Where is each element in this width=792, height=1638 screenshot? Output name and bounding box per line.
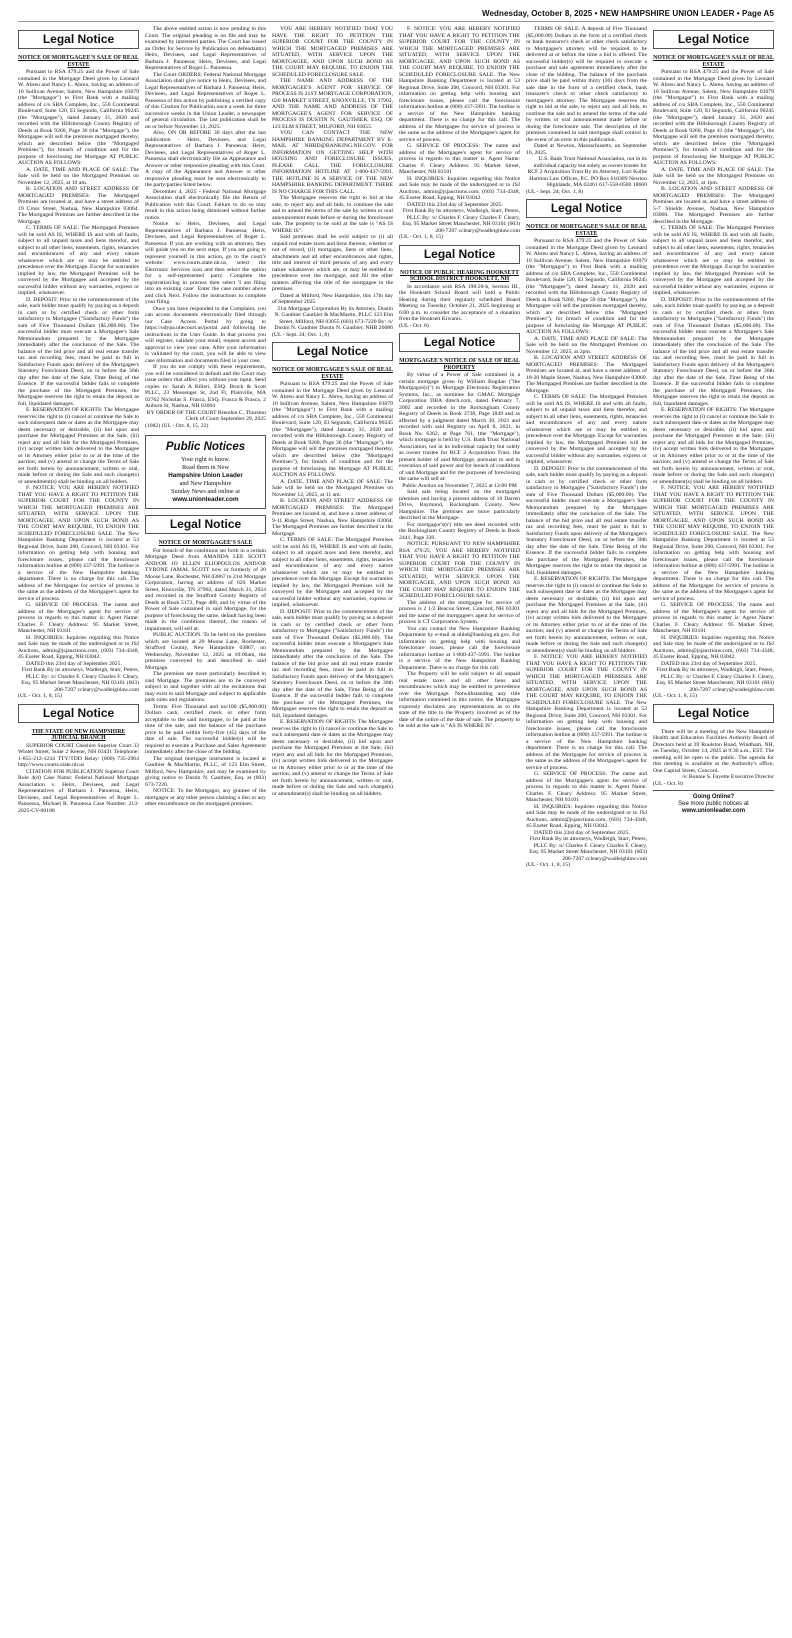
section-heading: Legal Notice [399,245,520,264]
notice-paragraph: Said sale being located on the mortgaged premises and having a present address of 10 Darren Drive, Raymond, Rockingham County, New Hampshire. The premises are more particularly described in the Mortgage. [399,489,520,521]
going-online-link[interactable]: www.unionleader.com [681,808,746,814]
notice-title: NOTICE OF MORTGAGEE'S SALE OF REAL ESTATE [653,55,774,68]
notice-paragraph: B. LOCATION AND STREET ADDRESS OF MORTGAGED PREMISES: The Mortgaged Premises are located at, and have a street address of 5-7 Shields Avenue, Nashua, New Hampshire 03060. The Mortgaged Premises are further described in the Mortgage. [653,186,774,225]
public-notices-line: Sunday News and online at [171,488,240,495]
notice-court-citation [18,729,139,815]
notice-paragraph: Terms: Five Thousand and no/100 ($5,000.00) Dollars cash, certified check or other form acceptable to the said mortgagee, to be paid at the time of the sale, and the balance of the purchase price to be paid within forty-five (45) days of the date of sale. The successful bidder(s) will be required to execute a Purchase and Sales Agreement immediately after the close of the bidding. [145,703,266,755]
public-notices-title: Public Notices [165,441,246,453]
notice-title: MORTGAGEE'S NOTICE OF SALE OF REAL PROPERTY [399,358,520,371]
dateline: Wednesday, October 8, 2025 • NEW HAMPSHIRE UNION LEADER • Page A5 [481,9,774,18]
notice-title: NOTICE OF MORTGAGEE'S SALE OF REAL ESTATE [526,224,647,237]
notice-paragraph: E. RESERVATION OF RIGHTS: The Mortgagee reserves the right to (i) cancel or continue the Sale to such subsequent date or dates as the Mortgagee may deem necessary or desirable, (ii) bid upon and purchase the Mortgaged Premises at the Sale, (iii) reject any and all bids for the Mortgaged Premises, (iv) accept written bids delivered to the Mortgagee or its Attorney either prior to or at the time of the auction; and (v) amend or change the Terms of Sale set forth herein by announcement, written or oral, made before or during the Sale and such change(s) or amendment(s) shall be binding on all bidders. [526,576,647,654]
notice-paragraph: E. RESERVATION OF RIGHTS: The Mortgagee reserves the right to (i) cancel or continue the Sale to such subsequent date or dates as the Mortgagee may deem necessary or desirable, (ii) bid upon and purchase the Mortgaged Premises at the Sale, (iii) reject any and all bids for the Mortgaged Premises, (iv) accept written bids delivered to the Mortgagee or its Attorney either prior to or at the time of the auction; and (v) amend or change the Terms of Sale set forth herein by announcement, written or oral, made before or during the Sale and such change(s) or amendment(s) shall be binding on all bidders. [18,407,139,485]
notice-paragraph: In accordance with RSA 198:20-b, Section III., the Hooksett School Board will hold a Public Hearing during their regularly scheduled Board Meeting on Tuesday, October 21, 2025 beginning at 6:00 p.m. to consider the acceptance of a donation from the Hooksett Kiwanis. [399,283,520,322]
notice-mortgagee-sale-1 [18,55,139,700]
notice-mortgagee-sale-2-cont [399,26,520,241]
public-notices-line: Your right to know. [181,456,230,463]
column-1 [18,26,139,1626]
notice-paragraph: NOTICE: To the Mortgagor, any grantee of the mortgagor or any other person claiming a lien or any other encumbrance on the mortgaged premises: [145,788,266,807]
notice-paragraph: F. NOTICE: YOU ARE HEREBY NOTIFIED THAT YOU HAVE A RIGHT TO PETITION THE SUPERIOR COURT FOR THE COUNTY IN WHICH THE MORTGAGED PREMISES ARE SITUATED, WITH SERVICE UPON THE MORTGAGEE, AND UPON SUCH BOND AS THE COURT MAY REQUIRE, TO ENJOIN THE SCHEDULED FORECLOSURE SALE. The New Hampshire Banking Department is located at 53 Regional Drive, Suite 200, Concord, NH 03301. For information on getting help with housing and foreclosure issues, please call the foreclosure information hotline at (800) 437-5991. The hotline is a service of the New Hampshire banking department. There is no charge for this call. The address of the Mortgagee for service of process is the same as the address of the Mortgagee's agent for service of process. [18,485,139,602]
column-2 [145,26,266,1626]
notice-paragraph: YOU CAN CONTACT THE NEW HAMPSHIRE BANKING DEPARTMENT BY E-MAIL AT NHBD@BANKING.NH.GOV. FOR INFORMATION ON GETTING HELP WITH HOUSING AND FORECLOSURE ISSUES, PLEASE CALL THE FORECLOSURE INFORMATION HOTLINE AT 1-800-437-5991. THE HOTLINE IS A SERVICE OF THE NEW HAMPSHIRE BANKING DEPARTMENT. THERE IS NO CHARGE FOR THIS CALL. [272,130,393,195]
notice-paragraph: H. INQUIRIES: Inquiries regarding this Notice and Sale may be made of the undersigned or to JSJ Auctions, admin@jsjauctions.com, (603) 734-4348, 45 Exeter Road, Epping, NH 03042. [399,175,520,201]
notice-paragraph: A. DATE, TIME AND PLACE OF SALE: The Sale will be held on the Mortgaged Premises on November 12, 2025, at 11 am. [272,478,393,498]
notice-paragraph: B. LOCATION AND STREET ADDRESS OF MORTGAGED PREMISES: The Mortgaged Premises are located at, and have a street address of 19 Cross Street, Nashua, New Hampshire 03064. The Mortgaged Premises are further described in the Mortgage. [18,186,139,225]
notice-title: NOTICE OF MORTGAGEE'S SALE OF REAL ESTATE [18,55,139,68]
notice-reference: (UL - Oct. 8) [399,322,429,329]
notice-paragraph: G. SERVICE OF PROCESS: The name and address of the Mortgagee's agent for service of process in regards to this matter is: Agent Name: Charles F. Cleary Address: 95 Market Street, Manchester, NH 03101 [653,602,774,634]
notice-title: THE STATE OF NEW HAMPSHIRE JUDICIAL BRANCH [31,728,126,741]
notice-paragraph: CITATION FOR PUBLICATION Superior Court Rule 4(d) Case Name: Federal National Mortgage Association v. Heirs, Devisees, and Legal Representatives of Barbara J. Panoessa, Heirs, Devisees, and Legal Representatives of Roger L. Panoessa, Michael R. Panoessa Case Number: 213-2025-CV-00188 [18,768,139,814]
section-heading: Legal Notice [653,704,774,723]
notice-paragraph: There will be a meeting of the New Hampshire Health and Education Facilities Authority Board of Directors held at 39 Roulston Road, Windham, NH, on Tuesday, October 14, 2025 at 9:30 a.m., EST. The meeting will be open to the public. The agenda for this meeting is available at the Authority's office, One Capital Street, Concord. [653,728,774,774]
notice-signature: /s/ Bonnie S. Fayette Executive Director [682,774,774,780]
notice-sale-real-property [399,358,520,730]
notice-mortgagee-sale-21st-cont [272,26,393,338]
notice-reference: (UL - Oct. 1, 8, 15) [399,234,444,240]
public-notices-link[interactable]: www.unionleader.com [172,496,239,503]
notice-reference: (UL - Oct. 8) [653,780,683,787]
notice-mortgagee-sale-3 [526,224,647,869]
notice-paragraph: NOTICE: PURSUANT TO NEW HAMPSHIRE RSA 479:25, YOU ARE HEREBY NOTIFIED THAT YOU HAVE A RIGHT TO PETITION THE SUPERIOR COURT FOR THE COUNTY IN WHICH THE MORTGAGED PREMISES ARE SITUATED, WITH SERVICE UPON THE MORTGAGEE, AND UPON SUCH BOND AS THE COURT MAY REQUIRE TO ENJOIN THE SCHEDULED FORECLOSURE SALE. [399,541,520,599]
page-header [18,6,774,22]
notice-paragraph: December 4, 2025 - Federal National Mortgage Association shall electronically file the Return of Publication with this Court. Failure to do so may result in this action being dismissed without further notice. [145,188,266,221]
notice-paragraph: F. NOTICE: YOU ARE HEREBY NOTIFIED THAT YOU HAVE A RIGHT TO PETITION THE SUPERIOR COURT FOR THE COUNTY IN WHICH THE MORTGAGED PREMISES ARE SITUATED, WITH SERVICE UPON THE MORTGAGEE, AND UPON SUCH BOND AS THE COURT MAY REQUIRE, TO ENJOIN THE SCHEDULED FORECLOSURE SALE. The New Hampshire Banking Department is located at 53 Regional Drive, Suite 200, Concord, NH 03301. For information on getting help with housing and foreclosure issues, please call the foreclosure information hotline at (800) 437-5991. The hotline is a service of the New Hampshire banking department. There is no charge for this call. The address of the Mortgagee for service of process is the same as the address of the Mortgagee's agent for service of process. [526,654,647,771]
notice-paragraph: Pursuant to RSA 479:25 and the Power of Sale contained in the Mortgage Deed given by Leonard W. Abreu and Nancy L. Abreu, having an address of 10 Sullivan Avenue, Salem, New Hampshire 03079 (the "Mortgagor") to First Bank with a mailing address of c/o SBA Complete, Inc., 550 Continental Boulevard, Suite 120, El Segundo, California 90245 (the "Mortgagee"), dated January 31, 2020 and recorded with the Hillsborough County Registry of Deeds at Book 9260, Page 41 (the "Mortgage"), the Mortgagee will sell the premises mortgaged thereby, which are described below (the "Mortgaged Premises"), for breach of condition and for the purpose of foreclosing the Mortgage AT PUBLIC AUCTION AS FOLLOWS: [653,69,774,166]
legal-notices-page [18,26,774,1626]
notice-court-citation-cont [145,26,266,429]
notice-signature: 21st Mortgage Corporation By its Attorney, Dustin N. Gauthier Gauthier & MacMartin, PLLC 123 Elm Street, Milford, NH 03055 (603) 673-7220 By: /s/ Dustin N. Gauthier Dustin N. Gauthier, NHB 20086 [274,305,393,331]
notice-paragraph: D. DEPOSIT: Prior to the commencement of the sale, each bidder must qualify by paying as a deposit in cash or by certified check or other form satisfactory to Mortgagee ("Satisfactory Funds") the sum of Five Thousand Dollars ($5,000.00). The successful bidder must execute a Mortgagee's Sale Memorandum prepared by the Mortgagee immediately after the conclusion of the Sale. The balance of the bid price and all real estate transfer tax and recording fees, must be paid in full in Satisfactory Funds upon delivery of the Mortgagee's Statutory Foreclosure Deed, on or before the 30th day after the date of the Sale, Time Being of the Essence. If the successful bidder fails to complete the purchase of the Mortgaged Premises, the Mortgagee reserves the right to retain the deposit as full, liquidated damages. [653,296,774,407]
notice-reference: (UL - Sept. 24; Oct. 1, 8) [272,331,330,338]
notice-paragraph: Notice to Heirs, Devisees, and Legal Representatives of Barbara J. Panoessa; Heirs, Devisees, and Legal Representatives of Roger L. Panoessa: If you are working with an attorney, they will guide you on the next steps. If you are going to represent yourself in this action, go to the court's website: www.courts.state.nh.us, select the Electronic Services icon and then select the option for a self-represented party. Complete the registration/log in process then select 'I am filing into an existing case'. Enter the case number above and click Next. Follow the instructions to complete your filing. [145,221,266,305]
column-3 [272,26,393,1626]
notice-paragraph: Pursuant to RSA 479:25 and the Power of Sale contained in the Mortgage Deed given by Leonard W. Abreu and Nancy L. Abreu, having an address of 10 Sullivan Avenue, Salem, New Hampshire 03079 (the "Mortgagor") to First Bank with a mailing address of c/o SBA Complete, Inc., 550 Continental Boulevard, Suite 120, El Segundo, California 90245 (the "Mortgagee"), dated January 31, 2020 and recorded with the Hillsborough County Registry of Deeds at Book 9260, Page 36 (the "Mortgage"), the Mortgagee will sell the premises mortgaged thereby, which are described below (the "Mortgaged Premises"), for breach of condition and for the purpose of foreclosing the Mortgage AT PUBLIC AUCTION AS FOLLOWS: [272,381,393,478]
column-6 [653,26,774,1626]
notice-dated: DATED this 23rd day of September 2025. [534,829,630,836]
going-online-line: See more public notices at [678,801,749,807]
notice-reference: (UL - Oct. 1, 8, 15) [653,693,698,699]
notice-signature: U.S. Bank Trust National Association, not in its individual capacity but solely as owner trustee for RCF 2 Acquisition Trust By its Attorney, Lori Kolbe Harmon Law Offices, P.C. PO Box 610389 Newton Highlands, MA 02461 617-558-0500 18660 [527,156,647,188]
notice-paragraph: Pursuant to RSA 479:25 and the Power of Sale contained in the Mortgage Deed given by Leonard W. Abreu and Nancy L. Abreu, having an address of 10 Sullivan Avenue, Salem, New Hampshire 03079 (the "Mortgagor") to First Bank with a mailing address of c/o SBA Complete, Inc., 550 Continental Boulevard, Suite 120, El Segundo, California 90245 (the "Mortgagee"), dated January 31, 2020 and recorded with the Hillsborough County Registry of Deeds at Book 9260, Page 36 (the "Mortgage"), the Mortgagee will sell the premises mortgaged thereby, which are described below (the "Mortgaged Premises"), for breach of condition and for the purpose of foreclosing the Mortgage AT PUBLIC AUCTION AS FOLLOWS: [18,69,139,166]
notice-reference: (UL - Sept. 24; Oct. 1, 8) [526,188,584,195]
notice-paragraph: SUPERIOR COURT Cheshire Superior Court 33 Winter Street, Suite 2 Keene, NH 03431 Telephone: 1-855-212-1234 TTY/TDD Relay: (800) 735-2964 http://www.courts.state.nh.us [18,742,139,768]
notice-paragraph: C. TERMS OF SALE: The Mortgaged Premises will be sold AS IS, WHERE IS and with all faults, subject to all unpaid taxes and liens therefor, and subject to all other liens, easements, rights, tenancies and encumbrances of any and every nature whatsoever which are or may be entitled to precedence over the Mortgage. Except for warranties implied by law, the Mortgaged Premises will be conveyed by the Mortgagee and accepted by the successful bidder without any warranties, express or implied, whatsoever. [526,394,647,465]
notice-signature: First Bank By its attorneys, Wadleigh, Starr, Peters, PLLC By: /s/ Charles F. Cleary Charles F. Cleary, Esq. 95 Market Street Manchester, NH 03101 (603) 206-7207 ccleary@wadleighlaw.com [656,667,774,693]
notice-paragraph: The Property will be sold subject to all unpaid real estate taxes and all other liens and encumbrances which may be entitled to precedence over the Mortgage. Notwithstanding any title information contained in this notice, the Mortgagee expressly disclaims any representations as to the state of the title to the Property involved as of the date of the notice of the date of sale. The property to be sold at the sale is "AS IS WHERE IS". [399,671,520,729]
notice-signature: First Bank By its attorneys, Wadleigh, Starr, Peters, PLLC By: /s/ Charles F. Cleary Charles F. Cleary, Esq. 95 Market Street Manchester, NH 03101 (603) 206-7207 ccleary@wadleighlaw.com [402,208,520,234]
notice-paragraph: D. DEPOSIT: Prior to the commencement of the sale, each bidder must qualify by paying as a deposit in cash or by certified check or other form satisfactory to Mortgagee ("Satisfactory Funds") the sum of Five Thousand Dollars ($5,000.00). The successful bidder must execute a Mortgagee's Sale Memorandum prepared by the Mortgagee immediately after the conclusion of the Sale. The balance of the bid price and all real estate transfer tax and recording fees, must be paid in full in Satisfactory Funds upon delivery of the Mortgagee's Statutory Foreclosure Deed, on or before the 30th day after the date of the Sale, Time Being of the Essence. If the successful bidder fails to complete the purchase of the Mortgaged Premises, the Mortgagee reserves the right to retain the deposit as full, liquidated damages. [18,296,139,407]
notice-paragraph: H. INQUIRIES: Inquiries regarding this Notice and Sale may be made of the undersigned or to JSJ Auctions, admin@jsjauctions.com, (603) 734-4348, 45 Exeter Road, Epping, NH 03042. [653,634,774,660]
public-notices-line: Read them in New [181,464,230,471]
section-heading: Legal Notice [18,704,139,723]
notice-title: NOTICE OF MORTGAGEE'S SALE [158,540,253,546]
notice-title: NOTICE OF MORTGAGEE'S SALE OF REAL ESTATE [272,367,393,380]
notice-reference: (1082) (UL - Oct. 8, 15, 22) [145,422,209,429]
notice-paragraph: E. RESERVATION OF RIGHTS: The Mortgagee reserves the right to (i) cancel or continue the Sale to such subsequent date or dates as the Mortgagee may deem necessary or desirable, (ii) bid upon and purchase the Mortgaged Premises at the Sale, (iii) reject any and all bids for the Mortgaged Premises, (iv) accept written bids delivered to the Mortgagee or its Attorney either prior to or at the time of the auction; and (v) amend or change the Terms of Sale set forth herein by announcement, written or oral, made before or during the Sale and such change(s) or amendment(s) shall be binding on all bidders. [653,407,774,485]
notice-dated: DATED this 23rd day of September 2025. [661,660,757,667]
notice-paragraph: THE NAME AND ADDRESS OF THE MORTGAGEE'S AGENT FOR SERVICE OF PROCESS IS 21ST MORTGAGE CORPORATION, 620 MARKET STREET, KNOXVILLE, TN 37902, AND THE NAME AND ADDRESS OF THE MORTGAGEE'S AGENT FOR SERVICE OF PROCESS IS DUSTIN N. GAUTHIER, ESQ. OF 123 ELM STREET, MILFORD, NH 03055. [272,78,393,130]
notice-paragraph: Also, ON OR BEFORE 30 days after the last publication - Heirs, Devisees, and Legal Representatives of Barbara J. Panoessa; Heirs, Devisees, and Legal Representatives of Roger L. Panoessa shall electronically file an Appearance and Answer or other responsive pleading with this Court. A copy of the Appearance and Answer or other responsive pleading must be sent electronically to the party/parties listed below. [145,130,266,188]
notice-paragraph: F. NOTICE: YOU ARE HEREBY NOTIFIED THAT YOU HAVE A RIGHT TO PETITION THE SUPERIOR COURT FOR THE COUNTY IN WHICH THE MORTGAGED PREMISES ARE SITUATED, WITH SERVICE UPON THE MORTGAGEE, AND UPON SUCH BOND AS THE COURT MAY REQUIRE, TO ENJOIN THE SCHEDULED FORECLOSURE SALE. The New Hampshire Banking Department is located at 53 Regional Drive, Suite 200, Concord, NH 03301. For information on getting help with housing and foreclosure issues, please call the foreclosure information hotline at (800) 437-5991. The hotline is a service of the New Hampshire banking department. There is no charge for this call. The address of the Mortgagee for service of process is the same as the address of the Mortgagee's agent for service of process. [399,26,520,143]
notice-paragraph: If you do not comply with these requirements, you will be considered in default and the Court may issue orders that affect you without your input. Send copies to: Sarah A Billeri, ESQ. Brock & Scott PLLC, 23 Messenger St, 2nd Fl, Plainville, MA 02762 Nicholas S. Frasca, ESQ. Frasca & Frasca, 2 Auburn St, Nashua, NH 03064 [145,364,266,409]
section-heading: Legal Notice [145,515,266,534]
notice-paragraph: YOU ARE HEREBY NOTIFIED THAT YOU HAVE THE RIGHT TO PETITION THE SUPERIOR COURT FOR THE COUNTY IN WHICH THE MORTGAGED PREMISES ARE SITUATED, WITH SERVICE UPON THE MORTGAGEE, AND UPON SUCH BOND AS THE COURT MAY REQUIRE, TO ENJOIN THE SCHEDULED FORECLOSURE SALE. [272,26,393,78]
public-notices-line: and New Hampshire [179,480,232,487]
going-online-box [653,790,774,815]
notice-paragraph: D. DEPOSIT: Prior to the commencement of the sale, each bidder must qualify by paying as a deposit in cash or by certified check or other form satisfactory to Mortgagee ("Satisfactory Funds") the sum of Five Thousand Dollars ($5,000.00). The successful bidder must execute a Mortgagee's Sale Memorandum prepared by the Mortgagee immediately after the conclusion of the Sale. The balance of the bid price and all real estate transfer tax and recording fees, must be paid in full in Satisfactory Funds upon delivery of the Mortgagee's Statutory Foreclosure Deed, on or before the 30th day after the date of the Sale, Time Being of the Essence. If the successful bidder fails to complete the purchase of the Mortgaged Premises, the Mortgagee reserves the right to retain the deposit as full, liquidated damages. [526,465,647,576]
notice-signature: First Bank By its attorneys, Wadleigh, Starr, Peters, PLLC By: /s/ Charles F. Cleary Charles F. Cleary, Esq. 95 Market Street Manchester, NH 03101 (603) 206-7207 ccleary@wadleighlaw.com [529,836,647,862]
column-4 [399,26,520,1626]
notice-paragraph: PUBLIC AUCTION. To be held on the premises which are located at 20 Moose Lane, Rochester, Strafford County, New Hampshire 03867, on Wednesday, November 12, 2025 at 10:00am, the premises conveyed by and described in said Mortgage. [145,632,266,671]
notice-paragraph: TERMS OF SALE: A deposit of Five Thousand ($5,000.00) Dollars in the form of a certified check or bank treasurer's check or other check satisfactory to Mortgagee's attorney will be required to be delivered at or before the time a bid is offered. The successful bidder(s) will be required to execute a purchase and sale agreement immediately after the close of the bidding. The balance of the purchase price shall be paid within thirty (30) days from the sale date in the form of a certified check, bank treasurer's check or other check satisfactory to mortgagee's attorney. The Mortgagee reserves the right to bid at the sale, to reject any and all bids, to continue the sale and to amend the terms of the sale by written or oral announcement made before or during the foreclosure sale. The description of the premises contained in said mortgage shall control in the event of an error in this publication. [526,26,647,143]
notice-mortgagee-sale-2 [272,367,393,797]
notice-paragraph: A. DATE, TIME AND PLACE OF SALE: The Sale will be held on the Mortgaged Premises on November 12, 2025, at 10 am. [18,166,139,186]
column-5 [526,26,647,1626]
section-heading: Legal Notice [526,199,647,218]
notice-paragraph: G. SERVICE OF PROCESS: The name and address of the Mortgagee's agent for service of process in regards to this matter is: Agent Name: Charles F. Cleary Address: 95 Market Street, Manchester, NH 03101 [18,602,139,634]
notice-mortgagee-sale-21st [145,540,266,808]
section-heading: Legal Notice [18,30,139,49]
notice-public-hearing [399,270,520,330]
notice-paragraph: The original mortgage instrument is located at Gauthier & MacMartin, PLLC, of 123 Elm Street, Milford, New Hampshire, and may be examined by giving notice to Dustin N. Gauthier, Esq. at (603) 673-7220. [145,755,266,788]
public-notices-box [145,435,266,509]
notice-mortgagee-sale-4 [653,55,774,700]
section-heading: Legal Notice [399,333,520,352]
notice-paragraph: The Court ORDERS: Federal National Mortgage Association shall give notice to Heirs, Devisees, and Legal Representatives of Barbara J. Panoessa; Heirs, Devisees, and Legal Representatives of Roger L. Panoessa of this action by publishing a verified copy of this Citation for Publication once a week for three successive weeks in the Union Leader, a newspaper of general circulation. The last publication shall be on or before November 13, 2025. [145,71,266,130]
notice-paragraph: C. TERMS OF SALE: The Mortgaged Premises will be sold AS IS, WHERE IS and with all faults, subject to all unpaid taxes and liens therefor, and subject to all other liens, easements, rights, tenancies and encumbrances of any and every nature whatsoever which are or may be entitled to precedence over the Mortgage. Except for warranties implied by law, the Mortgaged Premises will be conveyed by the Mortgagee and accepted by the successful bidder without any warranties, express or implied, whatsoever. [18,225,139,296]
notice-reference: (UL - Oct. 1, 8, 15) [18,693,63,699]
notice-sale-real-property-cont [526,26,647,195]
notice-paragraph: A. DATE, TIME AND PLACE OF SALE: The Sale will be held on the Mortgaged Premises on November 12, 2025, at 1pm. [653,166,774,186]
notice-paragraph: F. NOTICE: YOU ARE HEREBY NOTIFIED THAT YOU HAVE A RIGHT TO PETITION THE SUPERIOR COURT FOR THE COUNTY IN WHICH THE MORTGAGED PREMISES ARE SITUATED, WITH SERVICE UPON THE MORTGAGEE, AND UPON SUCH BOND AS THE COURT MAY REQUIRE, TO ENJOIN THE SCHEDULED FORECLOSURE SALE. The New Hampshire Banking Department is located at 53 Regional Drive, Suite 200, Concord, NH 03301. For information on getting help with housing and foreclosure issues, please call the foreclosure information hotline at (800) 437-5991. The hotline is a service of the New Hampshire banking department. There is no charge for this call. The address of the Mortgagee for service of process is the same as the address of the Mortgagee's agent for service of process. [653,485,774,602]
notice-signature: BY ORDER OF THE COURT Brendon C. Thurston Clerk of Court September 29, 2025 [146,409,266,422]
notice-paragraph: A. DATE, TIME AND PLACE OF SALE: The Sale will be held on the Mortgaged Premises on November 12, 2025, at 2pm. [526,335,647,355]
public-notices-line: Hampshire Union Leader [168,472,243,479]
notice-paragraph: D. DEPOSIT: Prior to the commencement of the sale, each bidder must qualify by paying as a deposit in cash or by certified check or other form satisfactory to Mortgagee ("Satisfactory Funds") the sum of Five Thousand Dollars ($5,000.00). The successful bidder must execute a Mortgagee's Sale Memorandum prepared by the Mortgagee immediately after the conclusion of the Sale. The balance of the bid price and all real estate transfer tax and recording fees, must be paid in full in Satisfactory Funds upon delivery of the Mortgagee's Statutory Foreclosure Deed, on or before the 30th day after the date of the Sale, Time Being of the Essence. If the successful bidder fails to complete the purchase of the Mortgaged Premises, the Mortgagee reserves the right to retain the deposit as full, liquidated damages. [272,608,393,719]
notice-dated: Dated at Newton, Massachusetts, on September 16, 2025. [526,143,647,156]
notice-paragraph: E. RESERVATION OF RIGHTS: The Mortgagee reserves the right to (i) cancel or continue the Sale to such subsequent date or dates as the Mortgagee may deem necessary or desirable, (ii) bid upon and purchase the Mortgaged Premises at the Sale, (iii) reject any and all bids for the Mortgaged Premises, (iv) accept written bids delivered to the Mortgagee or its Attorney either prior to or at the time of the auction; and (v) amend or change the Terms of Sale set forth herein by announcement, written or oral, made before or during the Sale and such change(s) or amendment(s) shall be binding on all bidders. [272,719,393,797]
notice-reference: (UL - Oct. 1, 8, 15) [526,862,571,868]
notice-paragraph: The Mortgagee reserves the right to bid at the sale, to reject any and all bids, to continue the sale and to amend the terms of the sale by written or oral announcement made before or during the foreclosure sale. The property to be sold at the sale is "AS IS WHERE IS". [272,195,393,234]
notice-dated: DATED this 23rd day of September 2025. [26,660,122,667]
notice-paragraph: The above entitled action is now pending in this Court. The original pleading is on file and may be examined by interested parties. The Court has issued an Order for Service by Publication on defendant(s) Heirs, Devisees, and Legal Representatives of Barbara J. Panoessa; Heirs, Devisees, and Legal Representatives of Roger L. Panoessa. [145,26,266,71]
notice-paragraph: C. TERMS OF SALE: The Mortgaged Premises will be sold AS IS, WHERE IS and with all faults, subject to all unpaid taxes and liens therefor, and subject to all other liens, easements, rights, tenancies and encumbrances of any and every nature whatsoever which are or may be entitled to precedence over the Mortgage. Except for warranties implied by law, the Mortgaged Premises will be conveyed by the Mortgagee and accepted by the successful bidder without any warranties, express or implied, whatsoever. [653,225,774,296]
notice-dated: DATED this 23rd day of September 2025. [407,201,503,208]
notice-signature: First Bank By its attorneys, Wadleigh, Starr, Peters, PLLC By: /s/ Charles F. Cleary Charles F. Cleary, Esq. 95 Market Street Manchester, NH 03101 (603) 206-7207 ccleary@wadleighlaw.com [21,667,139,693]
notice-paragraph: Said premises shall be sold subject to (i) all unpaid real estate taxes and liens thereon, whether or not of record, (ii) mortgages, liens or other liens, attachments and all other encumbrances and rights, title and interest of third persons of any and every nature whatsoever which are, or may be entitled to precedence over the mortgage, and fill the other matters affecting the title of the mortgagee to the premises. [272,234,393,292]
section-heading: Legal Notice [272,342,393,361]
notice-paragraph: By virtue of a Power of Sale contained in a certain mortgage given by William Bogdan ("the Mortgagor(s)") to Mortgage Electronic Registration Systems, Inc., as nominee for GMAC Mortgage Corporation DBA ditech.com, dated February 7, 2002 and recorded in the Rockingham County Registry of Deeds in Book 3738, Page 1849 and as affected by a judgment dated March 30, 2021 and recorded with said Registry on April 8, 2021, in Book No. 6262, at Page 761, (the "Mortgage"), which mortgage is held by U.S. Bank Trust National Association, not in its individual capacity but solely as owner trustee for RCF 2 Acquisition Trust, the present holder of said Mortgage, pursuant to and in execution of said power and for breach of conditions of said Mortgage and for the purposes of foreclosing the same will sell at: [399,372,520,482]
notice-title: NOTICE OF PUBLIC HEARING HOOKSETT SCHOOL DISTRICT HOOKSETT, NH [400,269,519,282]
notice-paragraph: For breach of the conditions set forth in a certain Mortgage Deed from AMANDA LEE SCOTT AND/OR JO ELLEN ELIOPOULOS AND/OR TYRONE JAMAL SCOTT now or formerly of 20 Moose Lane, Rochester, NH 03867 to 21st Mortgage Corporation, having an address of 620 Market Street, Knoxville, TN 37902, dated March 21, 2024 and recorded in the Strafford County Registry of Deeds at Book 5173, Page 488, and by virtue of the Power of Sale contained in said Mortgage, for the purpose of foreclosing the same, default having been made in the conditions thereof, the reason of impairment, will sell at: [145,547,266,632]
notice-paragraph: B. LOCATION AND STREET ADDRESS OF MORTGAGED PREMISES: The Mortgaged Premises are located at, and have a street address of 9-11 Ridge Street, Nashua, New Hampshire 03064. The Mortgaged Premises are further described in the Mortgage. [272,498,393,537]
notice-paragraph: B. LOCATION AND STREET ADDRESS OF MORTGAGED PREMISES: The Mortgaged Premises are located at, and have a street address of 18-20 Maple Street, Nashua, New Hampshire 03060. The Mortgaged Premises are further described in the Mortgage. [526,355,647,394]
notice-paragraph: For mortgagor's(s') title see deed recorded with the Rockingham County Registry of Deeds in Book 2441, Page 336. [399,521,520,541]
notice-paragraph: H. INQUIRIES: Inquiries regarding this Notice and Sale may be made of the undersigned or to JSJ Auctions, admin@jsjauctions.com, (603) 734-4348, 45 Exeter Road, Epping, NH 03042. [526,803,647,829]
notice-paragraph: G. SERVICE OF PROCESS: The name and address of the Mortgagee's agent for service of process in regards to this matter is: Agent Name: Charles F. Cleary Address: 95 Market Street, Manchester, NH 03101 [526,771,647,803]
notice-paragraph: The premises are more particularly described in said Mortgage. The premises are to be conveyed subject to and together with all the recitations that may exist in said Mortgage and subject to applicable park rules and regulations. [145,671,266,703]
notice-dated: Dated at Milford, New Hampshire, this 17th day of September 2025. [272,292,393,305]
section-heading: Legal Notice [653,30,774,49]
notice-board-meeting [653,729,774,788]
notice-paragraph: C. TERMS OF SALE: The Mortgaged Premises will be sold AS IS, WHERE IS and with all faults, subject to all unpaid taxes and liens therefor, and subject to all other liens, easements, rights, tenancies and encumbrances of any and every nature whatsoever which are or may be entitled to precedence over the Mortgage. Except for warranties implied by law, the Mortgaged Premises will be conveyed by the Mortgagee and accepted by the successful bidder without any warranties, express or implied, whatsoever. [272,537,393,608]
notice-paragraph: H. INQUIRIES: Inquiries regarding this Notice and Sale may be made of the undersigned or to JSJ Auctions, admin@jsjauctions.com, (603) 734-4348, 45 Exeter Road, Epping, NH 03042. [18,634,139,660]
auction-date: Public Auction on November 7, 2025 at 12:00 PM [402,482,517,489]
notice-paragraph: Pursuant to RSA 479:25 and the Power of Sale contained in the Mortgage Deed given by Leonard W. Abreu and Nancy L. Abreu, having an address of 10 Sullivan Avenue, Salem, New Hampshire 03079 (the "Mortgagor") to First Bank with a mailing address of c/o SBA Complete, Inc., 550 Continental Boulevard, Suite 120, El Segundo, California 90245 (the "Mortgagee"), dated January 31, 2020 and recorded with the Hillsborough County Registry of Deeds at Book 9260, Page 59 (the "Mortgage"), the Mortgagee will sell the premises mortgaged thereby, which are described below (the "Mortgaged Premises"), for breach of condition and for the purpose of foreclosing the Mortgage AT PUBLIC AUCTION AS FOLLOWS: [526,238,647,335]
going-online-title: Going Online? [692,794,735,800]
notice-paragraph: Once you have responded to the Complaint, you can access documents electronically filed through our Case Access Portal by going to https://odypa.nhecourt.us/portal and following the instructions in the User Guide. In that process you will register, validate your email, request access and approval to view your case. After your information is validated by the court, you will be able to view case information and documents filed in your case. [145,305,266,364]
notice-paragraph: G. SERVICE OF PROCESS: The name and address of the Mortgagee's agent for service of process in regards to this matter is: Agent Name: Charles F. Cleary Address: 95 Market Street, Manchester, NH 03101 [399,143,520,175]
notice-paragraph: The address of the mortgagee for service of process is 2 1/2 Beacon Street, Concord, NH 03301 and the name of the mortgagee's agent for service of process is CT Corporation System. [399,599,520,625]
notice-paragraph: You can contact the New Hampshire Banking Department by e-mail at nhbd@banking.nh.gov. For information on getting help with housing and foreclosure issues, please call the foreclosure information hotline at 1-800-437-5991. The hotline is a service of the New Hampshire Banking Department. There is no charge for this call. [399,625,520,671]
